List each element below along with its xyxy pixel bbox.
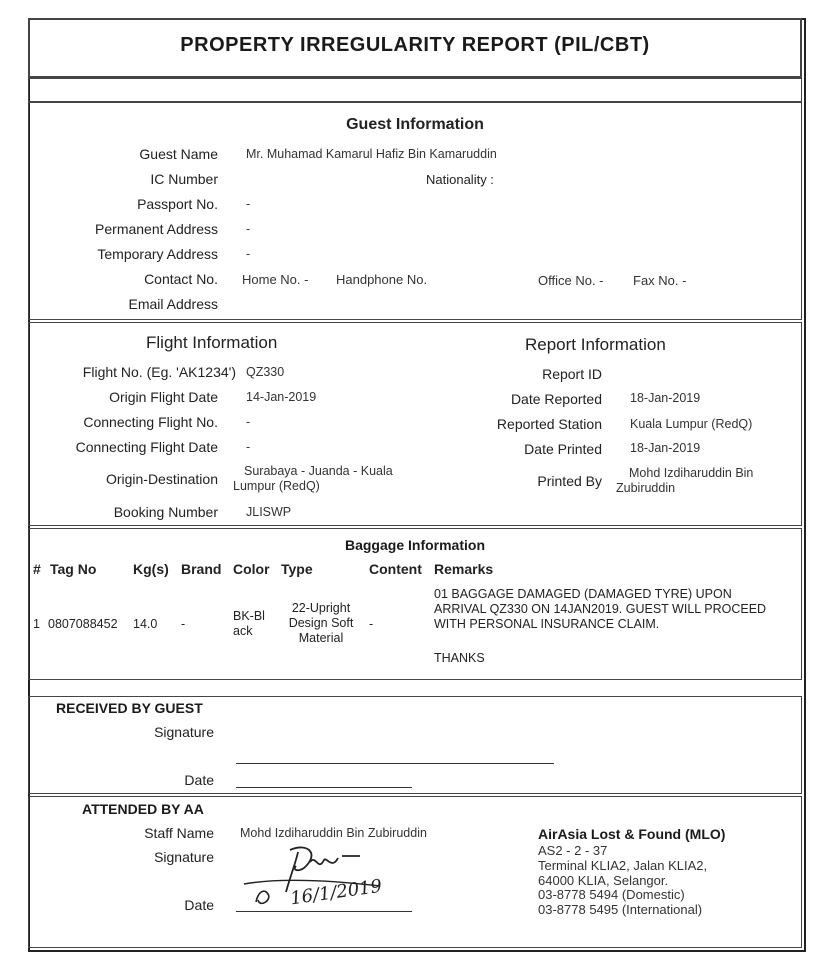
passport-label: Passport No.	[137, 196, 218, 212]
page-title: PROPERTY IRREGULARITY REPORT (PIL/CBT)	[180, 34, 650, 56]
received-date-line	[236, 787, 412, 788]
od-value: Surabaya - Juanda - Kuala Lumpur (RedQ)	[233, 464, 393, 493]
received-header: RECEIVED BY GUEST	[56, 700, 203, 716]
permanent-address-value: -	[246, 222, 251, 236]
booking-value: JLISWP	[246, 505, 292, 519]
report-id-label: Report ID	[542, 366, 602, 382]
origin-date-label: Origin Flight Date	[109, 389, 218, 405]
ic-number-label: IC Number	[150, 171, 218, 187]
row-num: 1	[33, 617, 40, 631]
received-signature-line	[236, 763, 554, 764]
col-num: #	[33, 561, 41, 577]
handwritten-date: 16/1/2019	[288, 875, 384, 910]
col-brand: Brand	[181, 561, 222, 577]
mlo-line3: 64000 KLIA, Selangor.	[538, 873, 669, 888]
baggage-header: Baggage Information	[344, 537, 485, 553]
date-printed-label: Date Printed	[524, 441, 602, 457]
date-reported-value: 18-Jan-2019	[630, 391, 701, 405]
nationality-label: Nationality :	[426, 172, 494, 187]
staff-name-value: Mohd Izdiharuddin Bin Zubiruddin	[240, 826, 427, 840]
conn-date-label: Connecting Flight Date	[75, 439, 218, 455]
staff-name-label: Staff Name	[144, 825, 214, 841]
mlo-line2: Terminal KLIA2, Jalan KLIA2,	[538, 858, 708, 873]
origin-date-value: 14-Jan-2019	[246, 390, 317, 404]
station-label: Reported Station	[496, 416, 602, 432]
row-type: 22-Upright Design Soft Material	[288, 601, 354, 645]
office-no: Office No. -	[538, 273, 604, 288]
row-content: -	[369, 617, 374, 631]
mlo-line1: AS2 - 2 - 37	[538, 843, 608, 858]
fax-no: Fax No. -	[633, 273, 687, 288]
permanent-address-label: Permanent Address	[95, 221, 218, 237]
passport-value: -	[246, 197, 251, 211]
spacer-row	[28, 78, 802, 102]
printed-by-value: Mohd Izdiharuddin Bin Zubiruddin	[616, 466, 754, 495]
received-date-label: Date	[184, 772, 214, 788]
mlo-title: AirAsia Lost & Found (MLO)	[538, 826, 726, 842]
guest-name-label: Guest Name	[139, 146, 218, 162]
mlo-phone-international: 03-8778 5495 (International)	[538, 902, 703, 917]
flight-no-value: QZ330	[246, 365, 285, 379]
row-brand: -	[181, 617, 186, 631]
email-label: Email Address	[128, 296, 218, 312]
attended-header: ATTENDED BY AA	[82, 801, 204, 817]
attended-date-label: Date	[184, 897, 214, 913]
conn-flight-value: -	[246, 415, 251, 429]
temporary-address-label: Temporary Address	[97, 246, 218, 262]
station-value: Kuala Lumpur (RedQ)	[630, 417, 753, 431]
row-thanks: THANKS	[434, 651, 485, 665]
attended-signature-label: Signature	[154, 849, 214, 865]
col-type: Type	[281, 561, 313, 577]
col-color: Color	[233, 561, 270, 577]
row-kg: 14.0	[133, 617, 158, 631]
col-kg: Kg(s)	[133, 561, 169, 577]
received-signature-label: Signature	[154, 724, 214, 740]
temporary-address-value: -	[246, 247, 251, 261]
booking-label: Booking Number	[113, 504, 218, 520]
flight-no-label: Flight No. (Eg. 'AK1234')	[82, 364, 236, 380]
home-no: Home No. -	[242, 272, 309, 287]
date-reported-label: Date Reported	[510, 391, 602, 407]
col-remarks: Remarks	[434, 561, 494, 577]
row-remarks: 01 BAGGAGE DAMAGED (DAMAGED TYRE) UPON ARRIVAL QZ330 ON 14JAN2019. GUEST WILL PROCEED WITH PERSONAL INSURANCE CLAIM.	[434, 587, 767, 631]
conn-date-value: -	[246, 440, 251, 454]
guest-header: Guest Information	[346, 116, 484, 133]
handphone-no: Handphone No.	[336, 272, 428, 287]
row-color: BK-Black	[233, 609, 265, 638]
printed-by-label: Printed By	[537, 473, 602, 489]
date-printed-value: 18-Jan-2019	[630, 441, 701, 455]
col-content: Content	[369, 561, 422, 577]
row-tag: 0807088452	[48, 617, 118, 631]
conn-flight-label: Connecting Flight No.	[83, 414, 218, 430]
col-tag: Tag No	[50, 561, 97, 577]
flight-header: Flight Information	[146, 333, 278, 352]
report-header: Report Information	[525, 335, 666, 354]
guest-name-value: Mr. Muhamad Kamarul Hafiz Bin Kamaruddin	[246, 147, 497, 161]
od-label: Origin-Destination	[105, 471, 218, 487]
mlo-phone-domestic: 03-8778 5494 (Domestic)	[538, 887, 685, 902]
contact-label: Contact No.	[144, 271, 218, 287]
